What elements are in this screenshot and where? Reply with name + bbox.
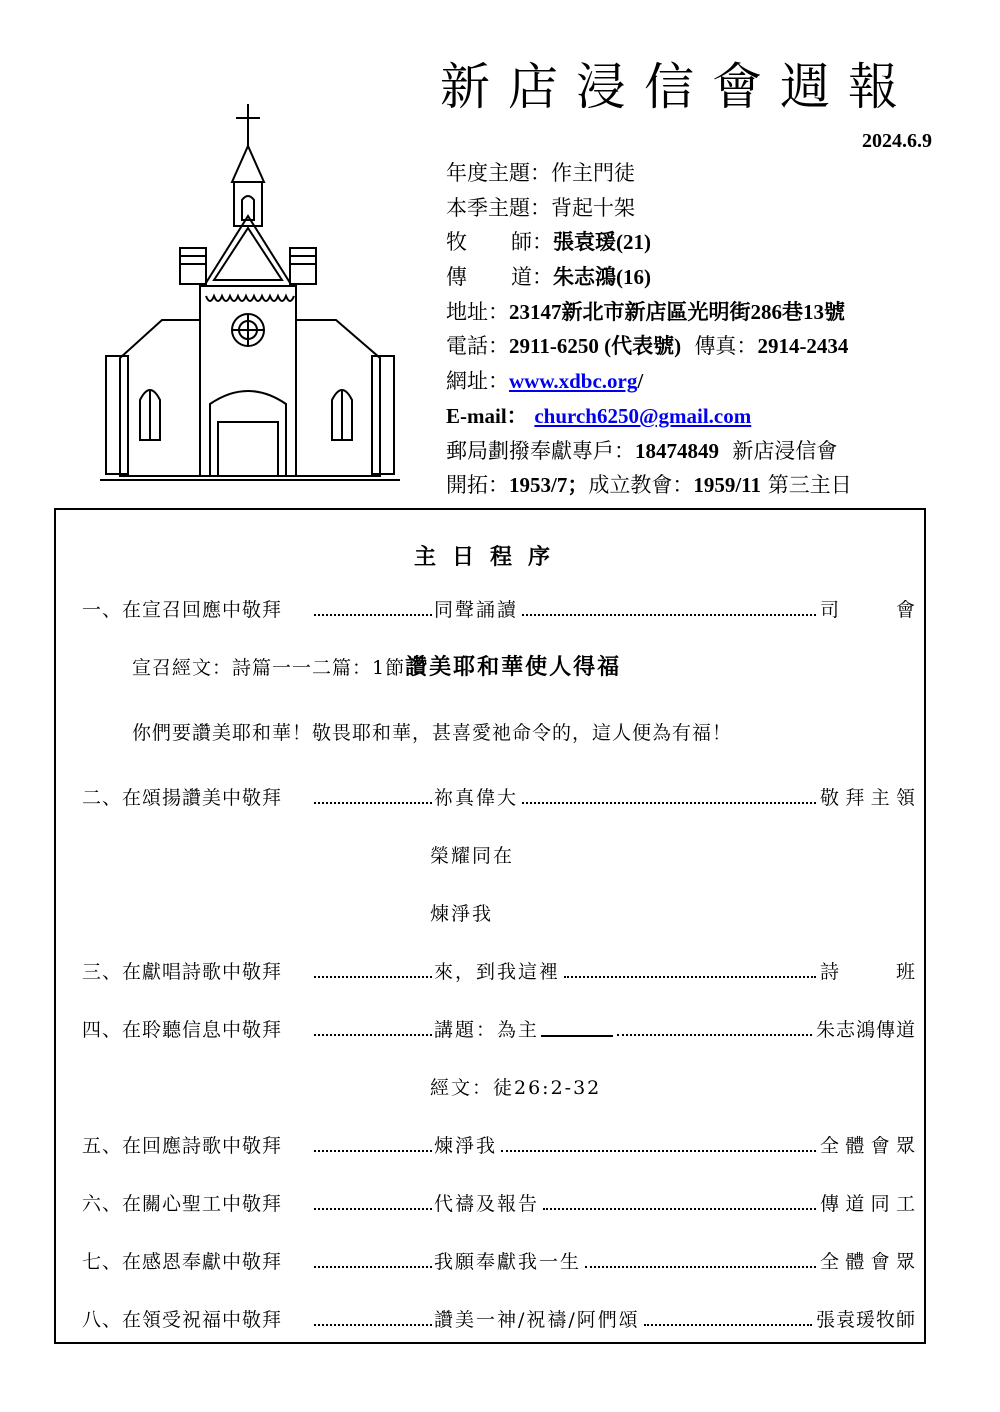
founding-line: 開拓：1953/7；成立教會：1959/11 第三主日 xyxy=(446,473,852,498)
address-line: 地址：23147新北市新店區光明街286巷13號 xyxy=(446,299,845,324)
church-illustration xyxy=(100,100,400,490)
postal-line: 郵局劃撥奉獻專戶：18474849 新店浸信會 xyxy=(446,438,838,463)
song-item: 榮耀同在 xyxy=(430,845,515,867)
pastor-line: 牧 師：張袁瑗(21) xyxy=(446,230,651,255)
song-item: 煉淨我 xyxy=(430,903,494,925)
email-line: E-mail： church6250@gmail.com xyxy=(446,403,752,428)
website-link[interactable]: www.xdbc.org xyxy=(509,369,638,394)
program-row: 七、在感恩奉獻中敬拜 我願奉獻我一生 全體會眾 xyxy=(82,1251,916,1273)
sermon-title-blank xyxy=(541,1023,613,1037)
bulletin-title: 新店浸信會週報 xyxy=(440,58,916,116)
call-scripture: 宣召經文：詩篇一一二篇：1節讚美耶和華使人得福 xyxy=(132,654,622,680)
email-link[interactable]: church6250@gmail.com xyxy=(534,403,752,428)
annual-theme: 年度主題：作主門徒 xyxy=(446,161,635,185)
program-row: 二、在頌揚讚美中敬拜 祢真偉大 敬拜主領 xyxy=(82,787,916,809)
issue-date: 2024.6.9 xyxy=(862,130,932,152)
sermon-scripture: 經文：徒26:2-32 xyxy=(430,1077,602,1099)
program-row: 六、在關心聖工中敬拜 代禱及報告 傳道同工 xyxy=(82,1193,916,1215)
program-heading: 主日程序 xyxy=(413,544,566,570)
call-scripture-text: 你們要讚美耶和華！敬畏耶和華，甚喜愛祂命令的，這人便為有福！ xyxy=(132,722,733,744)
program-row: 一、在宣召回應中敬拜 同聲誦讀 司會 xyxy=(82,599,916,621)
program-row: 五、在回應詩歌中敬拜 煉淨我 全體會眾 xyxy=(82,1135,916,1157)
program-row: 三、在獻唱詩歌中敬拜 來，到我這裡 詩班 xyxy=(82,961,916,983)
program-row: 四、在聆聽信息中敬拜 講題：為主 朱志鴻傳道 xyxy=(82,1019,917,1041)
season-theme: 本季主題：背起十架 xyxy=(446,195,635,220)
preacher-line: 傳 道：朱志鴻(16) xyxy=(446,265,651,290)
website-line: 網址：www.xdbc.org/ xyxy=(446,369,644,394)
worship-program xyxy=(54,508,926,1344)
phone-line: 電話：2911-6250 (代表號) 傳真：2914-2434 xyxy=(446,334,849,359)
program-row: 八、在領受祝福中敬拜 讚美一神/祝禱/阿們頌 張袁瑗牧師 xyxy=(82,1309,917,1331)
church-info xyxy=(446,156,966,503)
